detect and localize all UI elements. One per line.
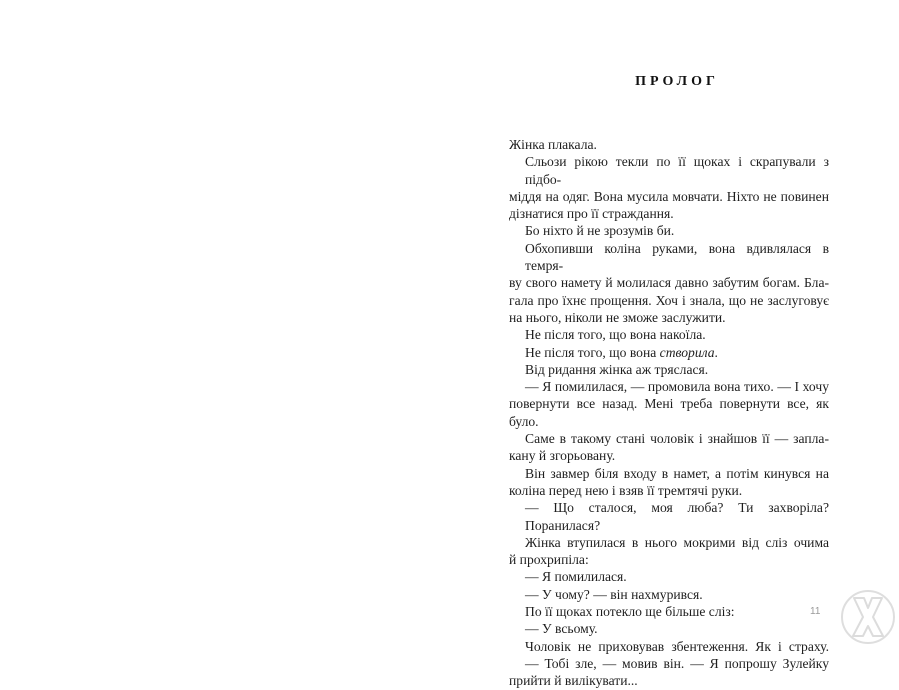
text-line: гала про їхнє прощення. Хоч і знала, що не заслуговує (509, 292, 829, 308)
text-line: — Тобі зле, — мовив він. — Я попрошу Зулейку (525, 655, 829, 671)
text-line: По її щоках потекло ще більше сліз: (525, 604, 735, 620)
text-run: . (714, 344, 718, 360)
left-page-blank (0, 0, 449, 651)
chapter-body (509, 136, 829, 690)
text-line: Бо ніхто й не зрозумів би. (525, 223, 675, 239)
text-line: ву свого намету й молилася давно забутим богам. Бла- (509, 275, 829, 291)
text-line: Він завмер біля входу в намет, а потім кинувся на (525, 465, 829, 481)
text-line: — Я помилилася. (525, 569, 627, 585)
italic-word: створила (659, 344, 715, 360)
text-line: — Що сталося, моя люба? Ти захворіла? Поранилася? (525, 500, 829, 533)
text-line: й прохрипіла: (509, 552, 589, 568)
text-line: міддя на одяг. Вона мусила мовчати. Ніхто не повинен (509, 188, 829, 204)
text-line: на нього, ніколи не зможе заслужити. (509, 309, 726, 325)
text-line: прийти й вилікувати... (509, 673, 638, 689)
text-line: Обхопивши коліна руками, вона вдивлялася в темря- (525, 240, 829, 274)
text-line: — У чому? — він нахмурився. (525, 586, 703, 602)
x-circle-logo-icon (838, 586, 896, 648)
text-line: Від ридання жінка аж тряслася. (525, 361, 709, 377)
page-number: 11 (810, 606, 821, 617)
text-line: — У всьому. (525, 621, 598, 637)
text-line: коліна перед нею і взяв її тремтячі руки. (509, 482, 743, 498)
text-line: Сльози рікою текли по її щоках і скрапували з підбо- (525, 154, 829, 187)
text-line: Саме в такому стані чоловік і знайшов її — запла- (525, 431, 829, 447)
text-line: повернути все назад. Мені треба повернути все, як було. (509, 396, 829, 429)
text-line (509, 344, 829, 361)
text-line: кану й згорьовану. (509, 448, 616, 464)
text-line: Жінка плакала. (509, 137, 597, 152)
text-line: дізнатися про її страждання. (509, 206, 674, 222)
chapter-title: ПРОЛОГ (635, 74, 719, 89)
text-line: Жінка втупилася в нього мокрими від сліз очима (525, 534, 829, 550)
text-line: Чоловік не приховував збентеження. Як і страху. (525, 638, 829, 654)
text-run: Не після того, що вона (525, 344, 660, 360)
text-line: — Я помилилася, — промовила вона тихо. — І хочу (525, 379, 829, 395)
text-line: Не після того, що вона накоїла. (525, 327, 706, 343)
